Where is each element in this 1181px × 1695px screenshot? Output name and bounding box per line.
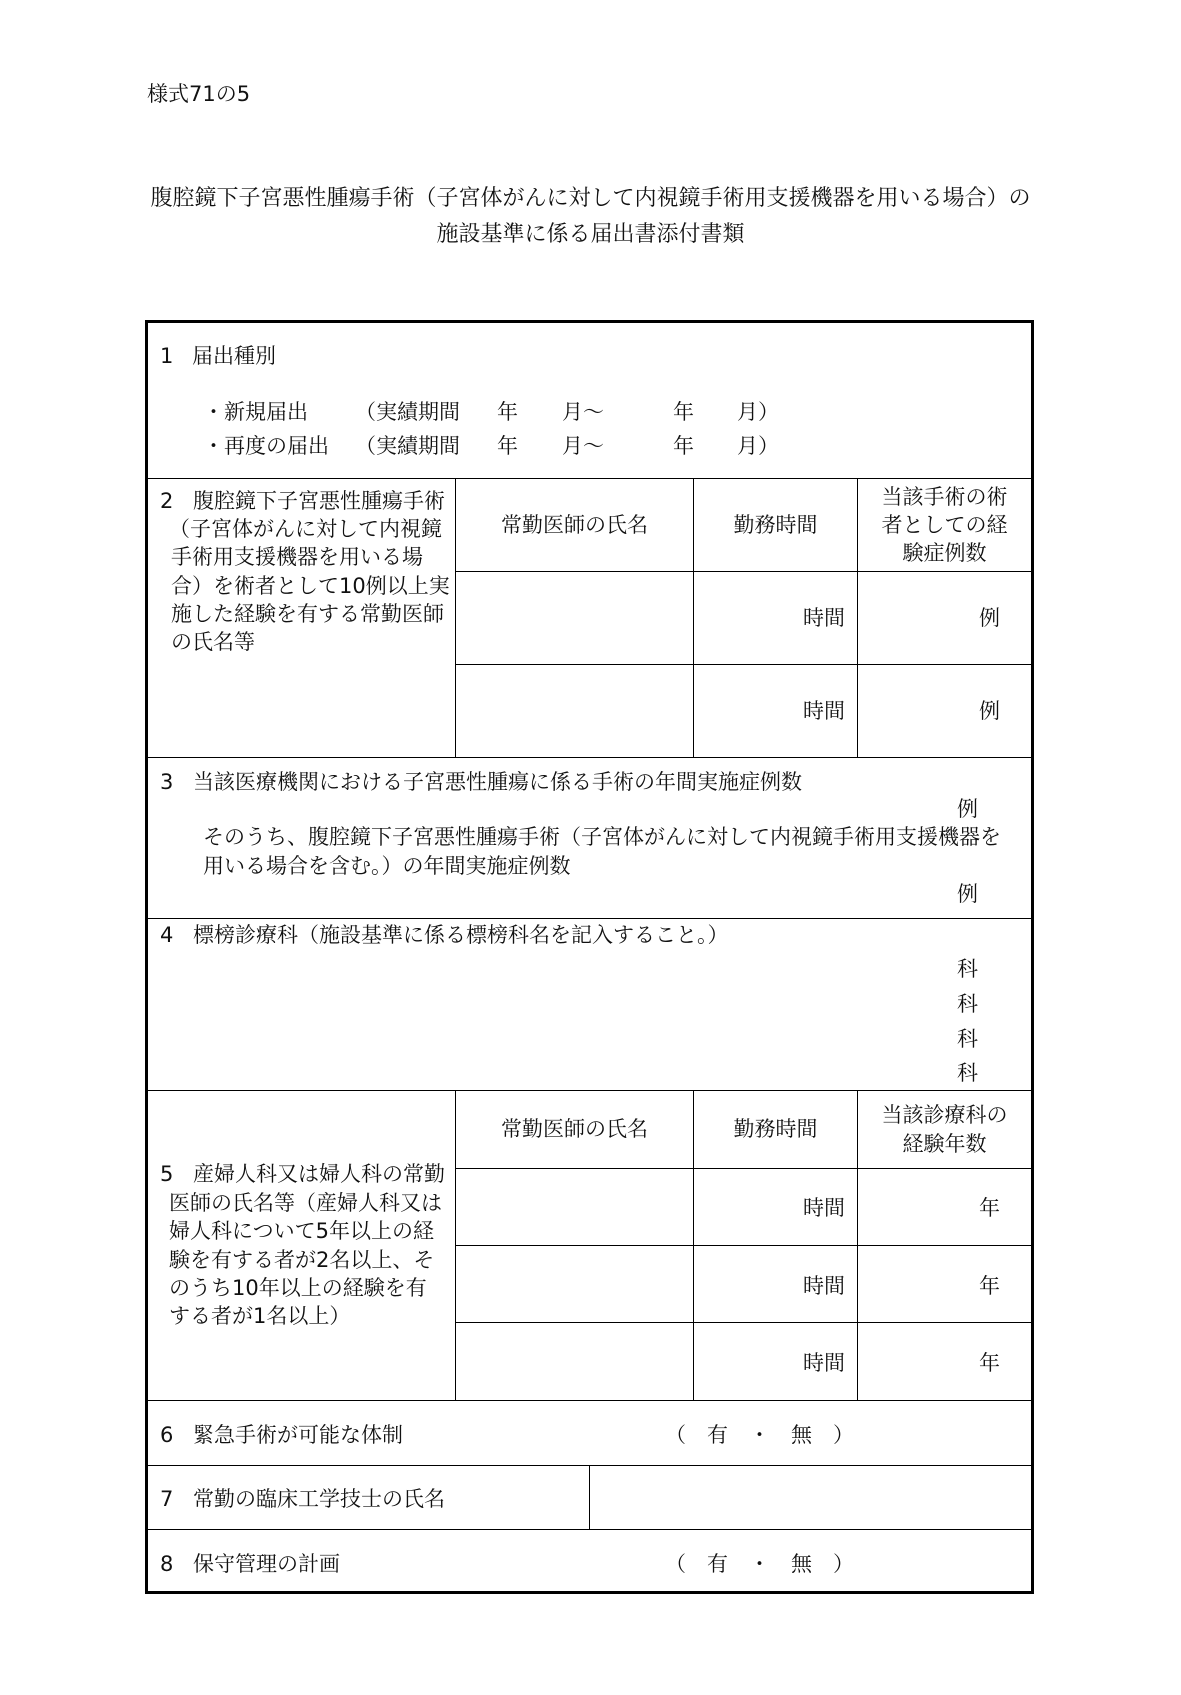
section-label-line: 験を有する者が2名以上、そ	[169, 1248, 435, 1272]
year-label: 年	[673, 434, 694, 458]
section-number: 5	[160, 1162, 174, 1186]
section-label-line: 産婦人科又は婦人科の常勤	[193, 1162, 445, 1186]
years-unit: 年	[979, 1351, 1000, 1375]
section-label: 届出種別	[192, 344, 276, 368]
year-label: 年	[497, 434, 518, 458]
month-label: 月）	[737, 434, 779, 458]
doctor-name-field[interactable]	[456, 572, 693, 664]
section-label: 常勤の臨床工学技士の氏名	[193, 1487, 445, 1511]
section-label-line: のうち10年以上の経験を有	[169, 1276, 427, 1300]
period-label: （実績期間	[355, 400, 460, 424]
section-label-line: する者が1名以上）	[169, 1304, 351, 1328]
month-label: 月～	[562, 400, 604, 424]
table-border-right	[1031, 320, 1034, 1594]
section-number: 6	[160, 1423, 174, 1447]
section-label-line: 腹腔鏡下子宮悪性腫瘍手術	[193, 489, 445, 513]
header-doctor-name: 常勤医師の氏名	[501, 513, 648, 537]
section-number: 1	[160, 344, 174, 368]
re-notification-option[interactable]: ・再度の届出	[203, 434, 329, 458]
header-case-count-line: 験症例数	[902, 541, 987, 565]
header-experience-years-line: 当該診療科の	[881, 1103, 1008, 1127]
divider	[145, 918, 1034, 919]
section-label: 緊急手術が可能な体制	[193, 1423, 403, 1447]
divider	[145, 1400, 1034, 1401]
page-title-line2: 施設基準に係る届出書添付書類	[436, 222, 745, 247]
yes-no-choice[interactable]: （ 有 ・ 無 ）	[665, 1552, 854, 1576]
table-border-bottom	[145, 1591, 1034, 1594]
page-title-line1: 腹腔鏡下子宮悪性腫瘍手術（子宮体がんに対して内視鏡手術用支援機器を用いる場合）の	[150, 186, 1031, 211]
divider	[145, 757, 1034, 758]
section-label: 保守管理の計画	[193, 1552, 340, 1576]
table-border-left	[145, 320, 148, 1594]
section-label: 当該医療機関における子宮悪性腫瘍に係る手術の年間実施症例数	[193, 770, 802, 794]
section-label-line: 医師の氏名等（産婦人科又は	[169, 1191, 442, 1215]
department-unit: 科	[957, 1061, 978, 1085]
doctor-name-field[interactable]	[456, 665, 693, 757]
cases-unit: 例	[979, 699, 1000, 723]
month-label: 月）	[737, 400, 779, 424]
department-unit: 科	[957, 957, 978, 981]
department-unit: 科	[957, 992, 978, 1016]
hours-unit: 時間	[803, 1196, 845, 1220]
divider	[145, 1090, 1034, 1091]
divider	[145, 478, 1034, 479]
section-number: 7	[160, 1487, 174, 1511]
header-case-count-line: 当該手術の術	[881, 485, 1008, 509]
month-label: 月～	[562, 434, 604, 458]
doctor-name-field[interactable]	[456, 1169, 693, 1245]
section-label: 標榜診療科（施設基準に係る標榜科名を記入すること。）	[193, 923, 729, 947]
section-label-line: 合）を術者として10例以上実	[171, 574, 450, 598]
form-code: 様式71の5	[147, 82, 251, 106]
section-number: 8	[160, 1552, 174, 1576]
clinical-engineer-name-field[interactable]	[590, 1466, 1031, 1529]
sub-label-line: 用いる場合を含む。）の年間実施症例数	[203, 854, 571, 878]
year-label: 年	[673, 400, 694, 424]
section-label-line: の氏名等	[171, 630, 255, 654]
new-notification-option[interactable]: ・新規届出	[203, 400, 308, 424]
section-label-line: 手術用支援機器を用いる場	[171, 545, 423, 569]
section-label-line: 施した経験を有する常勤医師	[171, 602, 444, 626]
table-border-top	[145, 320, 1034, 323]
section-number: 4	[160, 923, 174, 947]
year-label: 年	[497, 400, 518, 424]
section-number: 2	[160, 489, 174, 513]
doctor-name-field[interactable]	[456, 1246, 693, 1322]
period-label: （実績期間	[355, 434, 460, 458]
years-unit: 年	[979, 1274, 1000, 1298]
cases-unit: 例	[979, 606, 1000, 630]
header-doctor-name: 常勤医師の氏名	[501, 1117, 648, 1141]
header-working-hours: 勤務時間	[733, 513, 818, 537]
header-experience-years-line: 経験年数	[902, 1132, 987, 1156]
department-unit: 科	[957, 1027, 978, 1051]
hours-unit: 時間	[803, 1351, 845, 1375]
header-working-hours: 勤務時間	[733, 1117, 818, 1141]
section-label-line: （子宮体がんに対して内視鏡	[169, 517, 442, 541]
hours-unit: 時間	[803, 1274, 845, 1298]
doctor-name-field[interactable]	[456, 1323, 693, 1400]
section-number: 3	[160, 770, 174, 794]
section-label-line: 婦人科について5年以上の経	[169, 1219, 434, 1243]
cases-unit: 例	[957, 797, 978, 821]
sub-label-line: そのうち、腹腔鏡下子宮悪性腫瘍手術（子宮体がんに対して内視鏡手術用支援機器を	[203, 825, 1001, 849]
divider	[145, 1529, 1034, 1530]
years-unit: 年	[979, 1196, 1000, 1220]
header-case-count-line: 者としての経	[881, 513, 1008, 537]
hours-unit: 時間	[803, 699, 845, 723]
cases-unit: 例	[957, 882, 978, 906]
yes-no-choice[interactable]: （ 有 ・ 無 ）	[665, 1423, 854, 1447]
hours-unit: 時間	[803, 606, 845, 630]
